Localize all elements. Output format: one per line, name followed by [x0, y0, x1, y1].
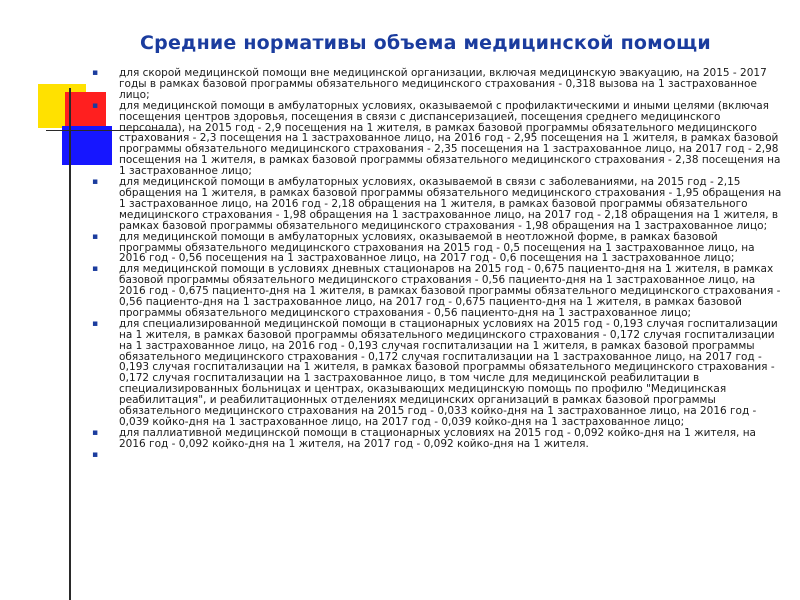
bullet-text: для медицинской помощи в амбулаторных условиях, оказываемой с профилактическими и иными целями (включая посещения центров здоровья, посещения в связи с диспансеризацией, посещения среднего медицинского персонала), на 2015 год - 2,9 посещения на 1 жителя, в рамках базовой программы обязательного медицинского страхования - 2,3 посещения на 1 застрахованное лицо, на 2016 год - 2,95 посещения на 1 жителя, в рамках базовой программы обязательного медицинского страхования - 2,35 посещения на 1 застрахованное лицо, на 2017 год - 2,98 посещения на 1 жителя, в рамках базовой программы обязательного медицинского страхования - 2,38 посещения на 1 застрахованное лицо;	[119, 99, 781, 178]
bullet-text: для медицинской помощи в амбулаторных условиях, оказываемой в неотложной форме, в рамках базовой программы обязательного медицинского страхования на 2015 год - 0,5 посещения на 1 застрахованное лицо, на 2016 год - 0,56 посещения на 1 застрахованное лицо, на 2017 год - 0,6 посещения на 1 застрахованное лицо;	[119, 230, 755, 265]
bullet-icon: ▪	[92, 264, 99, 275]
bullet-icon: ▪	[92, 318, 99, 329]
bullet-item-outpatient-disease	[92, 177, 782, 232]
bullet-icon: ▪	[92, 100, 99, 111]
bullet-item-inpatient-specialized	[92, 319, 782, 428]
bullet-icon: ▪	[92, 177, 99, 188]
bullet-icon: ▪	[92, 231, 99, 242]
bullet-list	[92, 67, 782, 460]
bullet-item-ambulance	[92, 68, 782, 101]
bullet-icon: ▪	[92, 427, 99, 438]
decor-vertical-line	[69, 88, 71, 600]
bullet-icon: ▪	[92, 449, 99, 460]
slide-title: Средние нормативы объема медицинской помощи	[140, 32, 711, 54]
bullet-text: для медицинской помощи в амбулаторных условиях, оказываемой в связи с заболеваниями, на 2015 год - 2,15 обращения на 1 жителя, в рамках базовой программы обязательного медицинского страхования - 1,95 обращения на 1 застрахованное лицо, на 2016 год - 2,18 обращения на 1 жителя, в рамках базовой программы обязательного медицинского страхования - 1,98 обращения на 1 застрахованное лицо, на 2017 год - 2,18 обращения на 1 жителя, в рамках базовой программы обязательного медицинского страхования - 1,98 обращения на 1 застрахованное лицо;	[119, 176, 782, 232]
bullet-icon: ▪	[92, 68, 99, 78]
bullet-item-outpatient-urgent	[92, 232, 782, 265]
bullet-text: для паллиативной медицинской помощи в стационарных условиях на 2015 год - 0,092 койко-дня на 1 жителя, на 2016 год - 0,092 койко-дня на 1 жителя, на 2017 год - 0,092 койко-дня на 1 жителя.	[119, 426, 756, 450]
bullet-text: для медицинской помощи в условиях дневных стационаров на 2015 год - 0,675 пациенто-дня на 1 жителя, в рамках базовой программы обязательного медицинского страхования - 0,56 пациенто-дня на 1 застрахованное лицо, на 2016 год - 0,675 пациенто-дня на 1 жителя, в рамках базовой программы обязательного медицинского страхования - 0,56 пациенто-дня на 1 застрахованное лицо, на 2017 год - 0,675 пациенто-дня на 1 жителя, в рамках базовой программы обязательного медицинского страхования - 0,56 пациенто-дня на 1 застрахованное лицо;	[119, 263, 781, 319]
bullet-text: для скорой медицинской помощи вне медицинской организации, включая медицинскую эвакуацию, на 2015 - 2017 годы в рамках базовой программы обязательного медицинского страхования - 0,318 вызова на 1 застрахованное лицо;	[119, 67, 767, 101]
bullet-item-palliative	[92, 428, 782, 450]
bullet-text: для специализированной медицинской помощи в стационарных условиях на 2015 год - 0,193 случая госпитализации на 1 жителя, в рамках базовой программы обязательного медицинского страхования - 0,172 случая госпитализации на 1 застрахованное лицо, на 2016 год - 0,193 случая госпитализации на 1 жителя, в рамках базовой программы обязательного медицинского страхования - 0,172 случая госпитализации на 1 застрахованное лицо, на 2017 год - 0,193 случая госпитализации на 1 жителя, в рамках базовой программы обязательного медицинского страхования - 0,172 случая госпитализации на 1 застрахованное лицо, в том числе для медицинской реабилитации в специализированных больницах и центрах, оказывающих медицинскую помощь по профилю "Медицинская реабилитация", и реабилитационных отделениях медицинских организаций в рамках базовой программы обязательного медицинского страхования на 2015 год - 0,033 койко-дня на 1 застрахованное лицо, на 2016 год - 0,039 койко-дня на 1 застрахованное лицо, на 2017 год - 0,039 койко-дня на 1 застрахованное лицо;	[119, 317, 778, 428]
bullet-item-outpatient-preventive	[92, 101, 782, 177]
bullet-item-day-hospital	[92, 264, 782, 319]
